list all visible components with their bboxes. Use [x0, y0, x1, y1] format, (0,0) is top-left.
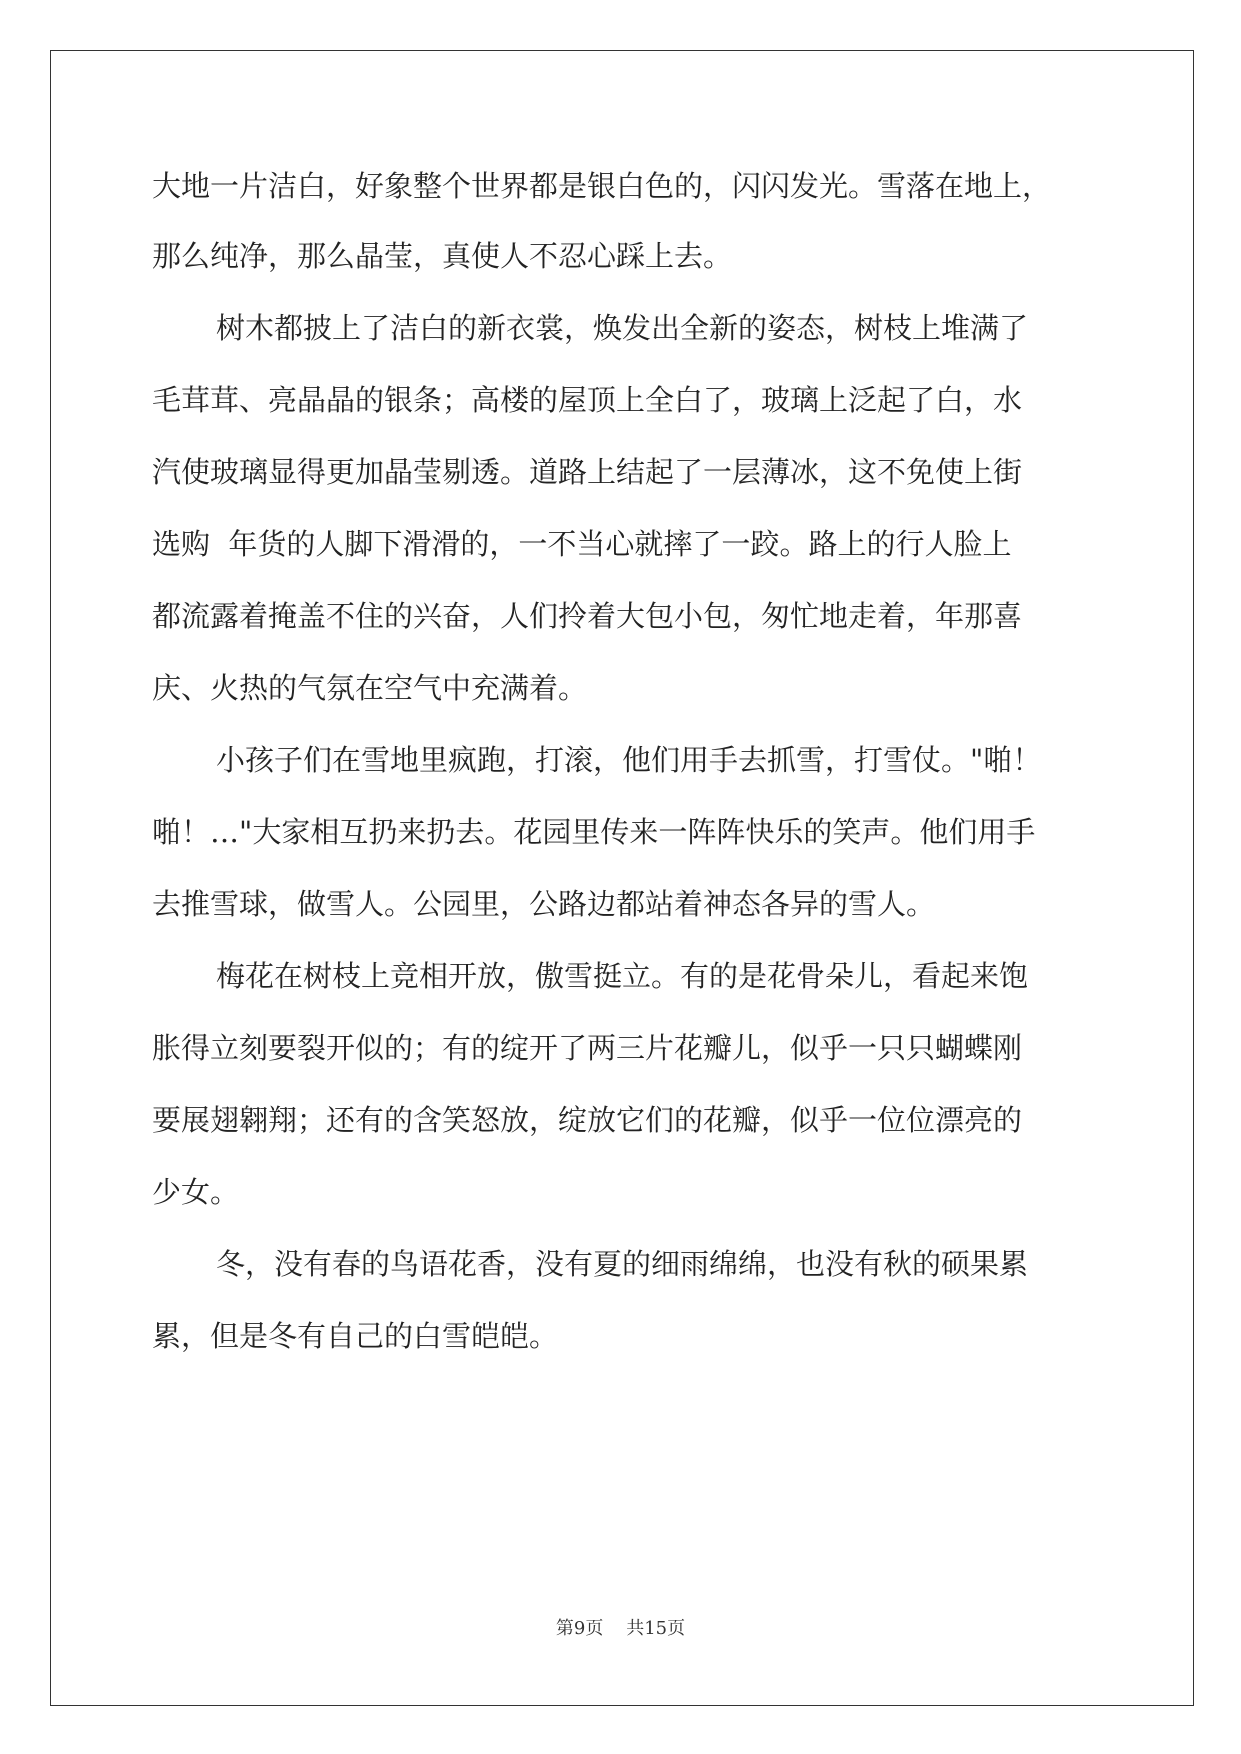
text-line: 都流露着掩盖不住的兴奋，人们拎着大包小包，匆忙地走着，年那喜: [152, 599, 1023, 633]
text-line: 毛茸茸、亮晶晶的银条；高楼的屋顶上全白了，玻璃上泛起了白，水: [152, 383, 1023, 417]
text-line: 选购 年货的人脚下滑滑的，一不当心就摔了一跤。路上的行人脸上: [152, 527, 1012, 561]
paragraph-first-line: 小孩子们在雪地里疯跑，打滚，他们用手去抓雪，打雪仗。"啪！: [216, 743, 1042, 777]
text-line: 庆、火热的气氛在空气中充满着。: [152, 671, 588, 705]
text-line: 要展翅翱翔；还有的含笑怒放，绽放它们的花瓣，似乎一位位漂亮的: [152, 1103, 1023, 1137]
text-line: 去推雪球，做雪人。公园里，公路边都站着神态各异的雪人。: [152, 887, 936, 921]
text-line: 那么纯净，那么晶莹，真使人不忍心踩上去。: [152, 239, 733, 273]
total-pages: 共15页: [626, 1618, 686, 1639]
text-line: 汽使玻璃显得更加晶莹剔透。道路上结起了一层薄冰，这不免使上街: [152, 455, 1023, 489]
text-line: 大地一片洁白，好象整个世界都是银白色的，闪闪发光。雪落在地上，: [152, 169, 1052, 203]
text-line: 少女。: [152, 1175, 240, 1209]
paragraph-first-line: 冬，没有春的鸟语花香，没有夏的细雨绵绵，也没有秋的硕果累: [216, 1247, 1029, 1281]
page-footer: [0, 1617, 1241, 1641]
page-number: 第9页: [555, 1618, 604, 1639]
text-line: 啪！…"大家相互扔来扔去。花园里传来一阵阵快乐的笑声。他们用手: [152, 815, 1036, 849]
text-line: 累，但是冬有自己的白雪皑皑。: [152, 1319, 559, 1353]
text-line: 胀得立刻要裂开似的；有的绽开了两三片花瓣儿，似乎一只只蝴蝶刚: [152, 1031, 1023, 1065]
paragraph-first-line: 梅花在树枝上竞相开放，傲雪挺立。有的是花骨朵儿，看起来饱: [216, 959, 1029, 993]
page-border: [50, 50, 1194, 1706]
paragraph-first-line: 树木都披上了洁白的新衣裳，焕发出全新的姿态，树枝上堆满了: [216, 311, 1029, 345]
